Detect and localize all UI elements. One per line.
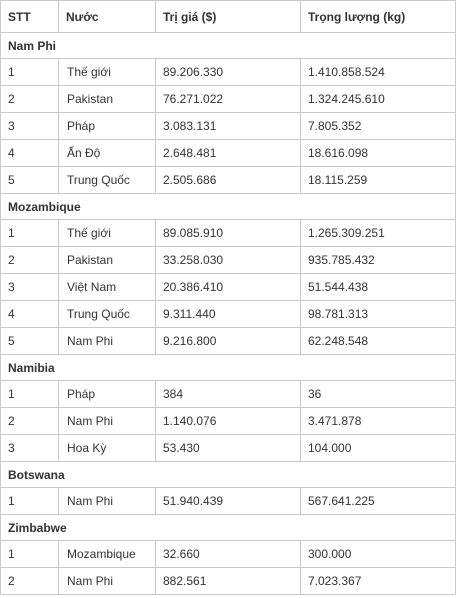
cell-value: 1.140.076 (156, 408, 301, 435)
table-row (1, 381, 456, 408)
cell-country: Hoa Kỳ (59, 435, 156, 462)
cell-country: Trung Quốc (59, 301, 156, 328)
cell-weight: 300.000 (301, 541, 456, 568)
cell-stt: 5 (1, 328, 59, 355)
cell-country: Nam Phi (59, 568, 156, 595)
header-row (1, 1, 456, 33)
cell-value: 9.311.440 (156, 301, 301, 328)
header-stt: STT (1, 1, 59, 33)
cell-value: 2.505.686 (156, 167, 301, 194)
group-name: Botswana (1, 462, 456, 488)
cell-value: 33.258.030 (156, 247, 301, 274)
cell-weight: 935.785.432 (301, 247, 456, 274)
cell-country: Thế giới (59, 220, 156, 247)
cell-stt: 1 (1, 541, 59, 568)
table-row (1, 568, 456, 595)
cell-value: 384 (156, 381, 301, 408)
cell-country: Pháp (59, 381, 156, 408)
cell-value: 3.083.131 (156, 113, 301, 140)
table-row (1, 167, 456, 194)
table-header (1, 1, 456, 33)
cell-stt: 3 (1, 435, 59, 462)
cell-country: Nam Phi (59, 408, 156, 435)
cell-country: Ấn Độ (59, 140, 156, 167)
cell-value: 76.271.022 (156, 86, 301, 113)
cell-value: 51.940.439 (156, 488, 301, 515)
cell-value: 882.561 (156, 568, 301, 595)
cell-weight: 62.248.548 (301, 328, 456, 355)
cell-value: 89.206.330 (156, 59, 301, 86)
table-row (1, 274, 456, 301)
cell-country: Thế giới (59, 59, 156, 86)
cell-value: 53.430 (156, 435, 301, 462)
group-name: Namibia (1, 355, 456, 381)
cell-country: Pakistan (59, 247, 156, 274)
group-row (1, 33, 456, 59)
cell-value: 9.216.800 (156, 328, 301, 355)
group-row (1, 194, 456, 220)
cell-stt: 4 (1, 140, 59, 167)
cell-weight: 7.805.352 (301, 113, 456, 140)
table-row (1, 220, 456, 247)
cell-country: Nam Phi (59, 328, 156, 355)
table-row (1, 488, 456, 515)
group-row (1, 515, 456, 541)
cell-weight: 18.616.098 (301, 140, 456, 167)
table-row (1, 541, 456, 568)
cell-stt: 1 (1, 488, 59, 515)
table-row (1, 301, 456, 328)
cell-country: Việt Nam (59, 274, 156, 301)
header-country: Nước (59, 1, 156, 33)
cell-value: 20.386.410 (156, 274, 301, 301)
table-row (1, 86, 456, 113)
cell-country: Nam Phi (59, 488, 156, 515)
group-name: Zimbabwe (1, 515, 456, 541)
table-row (1, 435, 456, 462)
cell-stt: 2 (1, 408, 59, 435)
cell-weight: 36 (301, 381, 456, 408)
group-row (1, 355, 456, 381)
cell-weight: 1.410.858.524 (301, 59, 456, 86)
cell-weight: 1.324.245.610 (301, 86, 456, 113)
cell-value: 2.648.481 (156, 140, 301, 167)
cell-country: Pakistan (59, 86, 156, 113)
cell-stt: 2 (1, 568, 59, 595)
header-value: Trị giá ($) (156, 1, 301, 33)
cell-stt: 2 (1, 247, 59, 274)
cell-weight: 98.781.313 (301, 301, 456, 328)
group-name: Nam Phi (1, 33, 456, 59)
cell-country: Trung Quốc (59, 167, 156, 194)
cell-stt: 1 (1, 381, 59, 408)
group-row (1, 462, 456, 488)
table-row (1, 328, 456, 355)
cell-country: Pháp (59, 113, 156, 140)
cell-weight: 104.000 (301, 435, 456, 462)
table-row (1, 247, 456, 274)
table-row (1, 140, 456, 167)
cell-stt: 3 (1, 113, 59, 140)
cell-country: Mozambique (59, 541, 156, 568)
cell-weight: 567.641.225 (301, 488, 456, 515)
table-row (1, 59, 456, 86)
cell-stt: 1 (1, 220, 59, 247)
cell-stt: 3 (1, 274, 59, 301)
cell-weight: 18.115.259 (301, 167, 456, 194)
header-weight: Trọng lượng (kg) (301, 1, 456, 33)
cell-weight: 51.544.438 (301, 274, 456, 301)
cell-weight: 3.471.878 (301, 408, 456, 435)
cell-stt: 4 (1, 301, 59, 328)
cell-value: 89.085.910 (156, 220, 301, 247)
cell-weight: 1.265.309.251 (301, 220, 456, 247)
table-body (1, 33, 456, 595)
cell-stt: 1 (1, 59, 59, 86)
group-name: Mozambique (1, 194, 456, 220)
table-row (1, 408, 456, 435)
cell-value: 32.660 (156, 541, 301, 568)
cell-weight: 7.023.367 (301, 568, 456, 595)
table-row (1, 113, 456, 140)
cell-stt: 5 (1, 167, 59, 194)
cell-stt: 2 (1, 86, 59, 113)
